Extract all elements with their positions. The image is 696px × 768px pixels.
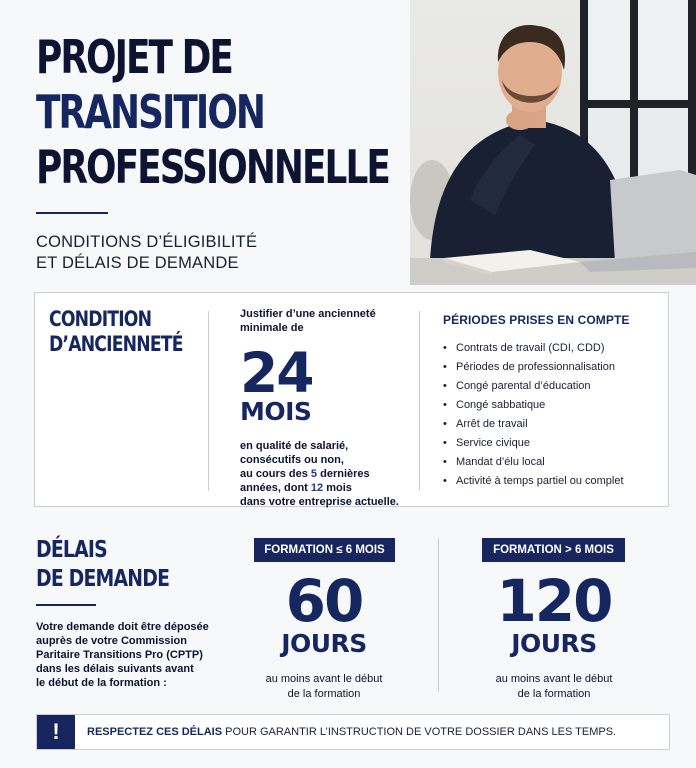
banner-rest: POUR GARANTIR L’INSTRUCTION DE VOTRE DOSSIER DANS LES TEMPS.: [222, 726, 617, 738]
warning-banner: [36, 714, 670, 750]
hero-photo: [410, 0, 696, 285]
divider: [438, 538, 439, 692]
list-item: • Congé sabbatique: [443, 396, 668, 415]
exclamation-icon: !: [37, 715, 75, 749]
list-item: • Congé parental d’éducation: [443, 377, 668, 396]
delay-short-caption: [224, 672, 424, 702]
delay-short-caption-line-2: de la formation: [287, 688, 361, 700]
requirement-number: 24: [240, 341, 313, 405]
requirement-description: [240, 439, 410, 509]
list-item: • Mandat d’élu local: [443, 453, 668, 472]
list-item: • Activité à temps partiel ou complet: [443, 472, 668, 491]
delais-text-line-2: auprès de votre Commission: [36, 635, 187, 647]
list-item: • Contrats de travail (CDI, CDD): [443, 339, 668, 358]
delay-long-number: 120: [496, 567, 612, 635]
divider: [419, 311, 420, 491]
delais-underline: [36, 604, 96, 606]
anciennete-card: [34, 292, 669, 507]
badge-long-training: FORMATION > 6 MOIS: [482, 538, 625, 562]
delais-text-line-3: Paritaire Transitions Pro (CPTP): [36, 649, 203, 661]
title-line-3: PROFESSIONNELLE: [36, 140, 389, 194]
delay-long-column: [454, 567, 654, 702]
delay-short-number: 60: [285, 567, 363, 635]
title-line-2: TRANSITION: [36, 85, 264, 139]
anciennete-requirement: [240, 307, 410, 509]
page-subtitle: [36, 232, 356, 274]
subtitle-line-1: CONDITIONS D’ÉLIGIBILITÉ: [36, 233, 258, 251]
anciennete-title-line-1: CONDITION: [49, 307, 152, 331]
list-item: • Arrêt de travail: [443, 415, 668, 434]
desc-line-4-c: mois: [323, 482, 352, 494]
periods-panel: [443, 313, 668, 491]
desc-line-4-a: années, dont: [240, 482, 311, 494]
desc-highlight-years: 5: [310, 468, 318, 480]
list-item: • Périodes de professionnalisation: [443, 358, 668, 377]
desc-line-1: en qualité de salarié,: [240, 440, 349, 452]
title-underline: [36, 212, 108, 214]
delay-short-caption-line-1: au moins avant le début: [265, 673, 383, 685]
delay-long-caption-line-2: de la formation: [517, 688, 591, 700]
delais-description: [36, 620, 216, 690]
intro-line-2: minimale de: [240, 322, 304, 334]
delay-long-caption: [454, 672, 654, 702]
desc-line-5: dans votre entreprise actuelle.: [240, 496, 399, 508]
list-item: • Service civique: [443, 434, 668, 453]
delais-text-line-4: dans les délais suivants avant: [36, 663, 194, 675]
delay-short-column: [224, 567, 424, 702]
banner-highlight: RESPECTEZ CES DÉLAIS: [87, 726, 223, 738]
delay-short-unit: JOURS: [281, 629, 367, 658]
periods-title: PÉRIODES PRISES EN COMPTE: [443, 313, 630, 327]
delais-text-line-5: le début de la formation :: [36, 677, 167, 689]
anciennete-title: [49, 307, 183, 357]
banner-text: [87, 715, 616, 749]
desc-line-2: consécutifs ou non,: [240, 454, 344, 466]
requirement-intro: [240, 307, 410, 335]
title-line-1: PROJET DE: [36, 30, 232, 84]
requirement-unit: MOIS: [240, 397, 312, 426]
delais-title-line-2: DE DEMANDE: [36, 566, 170, 592]
divider: [208, 311, 209, 491]
intro-line-1: Justifier d’une ancienneté: [240, 308, 376, 320]
subtitle-line-2: ET DÉLAIS DE DEMANDE: [36, 254, 239, 272]
desc-highlight-months: 12: [310, 482, 324, 494]
desc-line-4: [240, 481, 410, 495]
desc-line-3: [240, 467, 410, 481]
desc-line-3-c: dernières: [317, 468, 370, 480]
delais-title: [36, 536, 169, 594]
badge-short-training: FORMATION ≤ 6 MOIS: [254, 538, 395, 562]
anciennete-title-line-2: D’ANCIENNETÉ: [49, 332, 183, 356]
delais-title-line-1: DÉLAIS: [36, 537, 107, 563]
desc-line-3-a: au cours des: [240, 468, 311, 480]
page-title: [36, 30, 410, 195]
delais-text-line-1: Votre demande doit être déposée: [36, 621, 209, 633]
periods-list: [443, 339, 668, 491]
delay-long-caption-line-1: au moins avant le début: [495, 673, 613, 685]
delay-long-unit: JOURS: [511, 629, 597, 658]
man-at-desk-illustration: [410, 0, 696, 285]
